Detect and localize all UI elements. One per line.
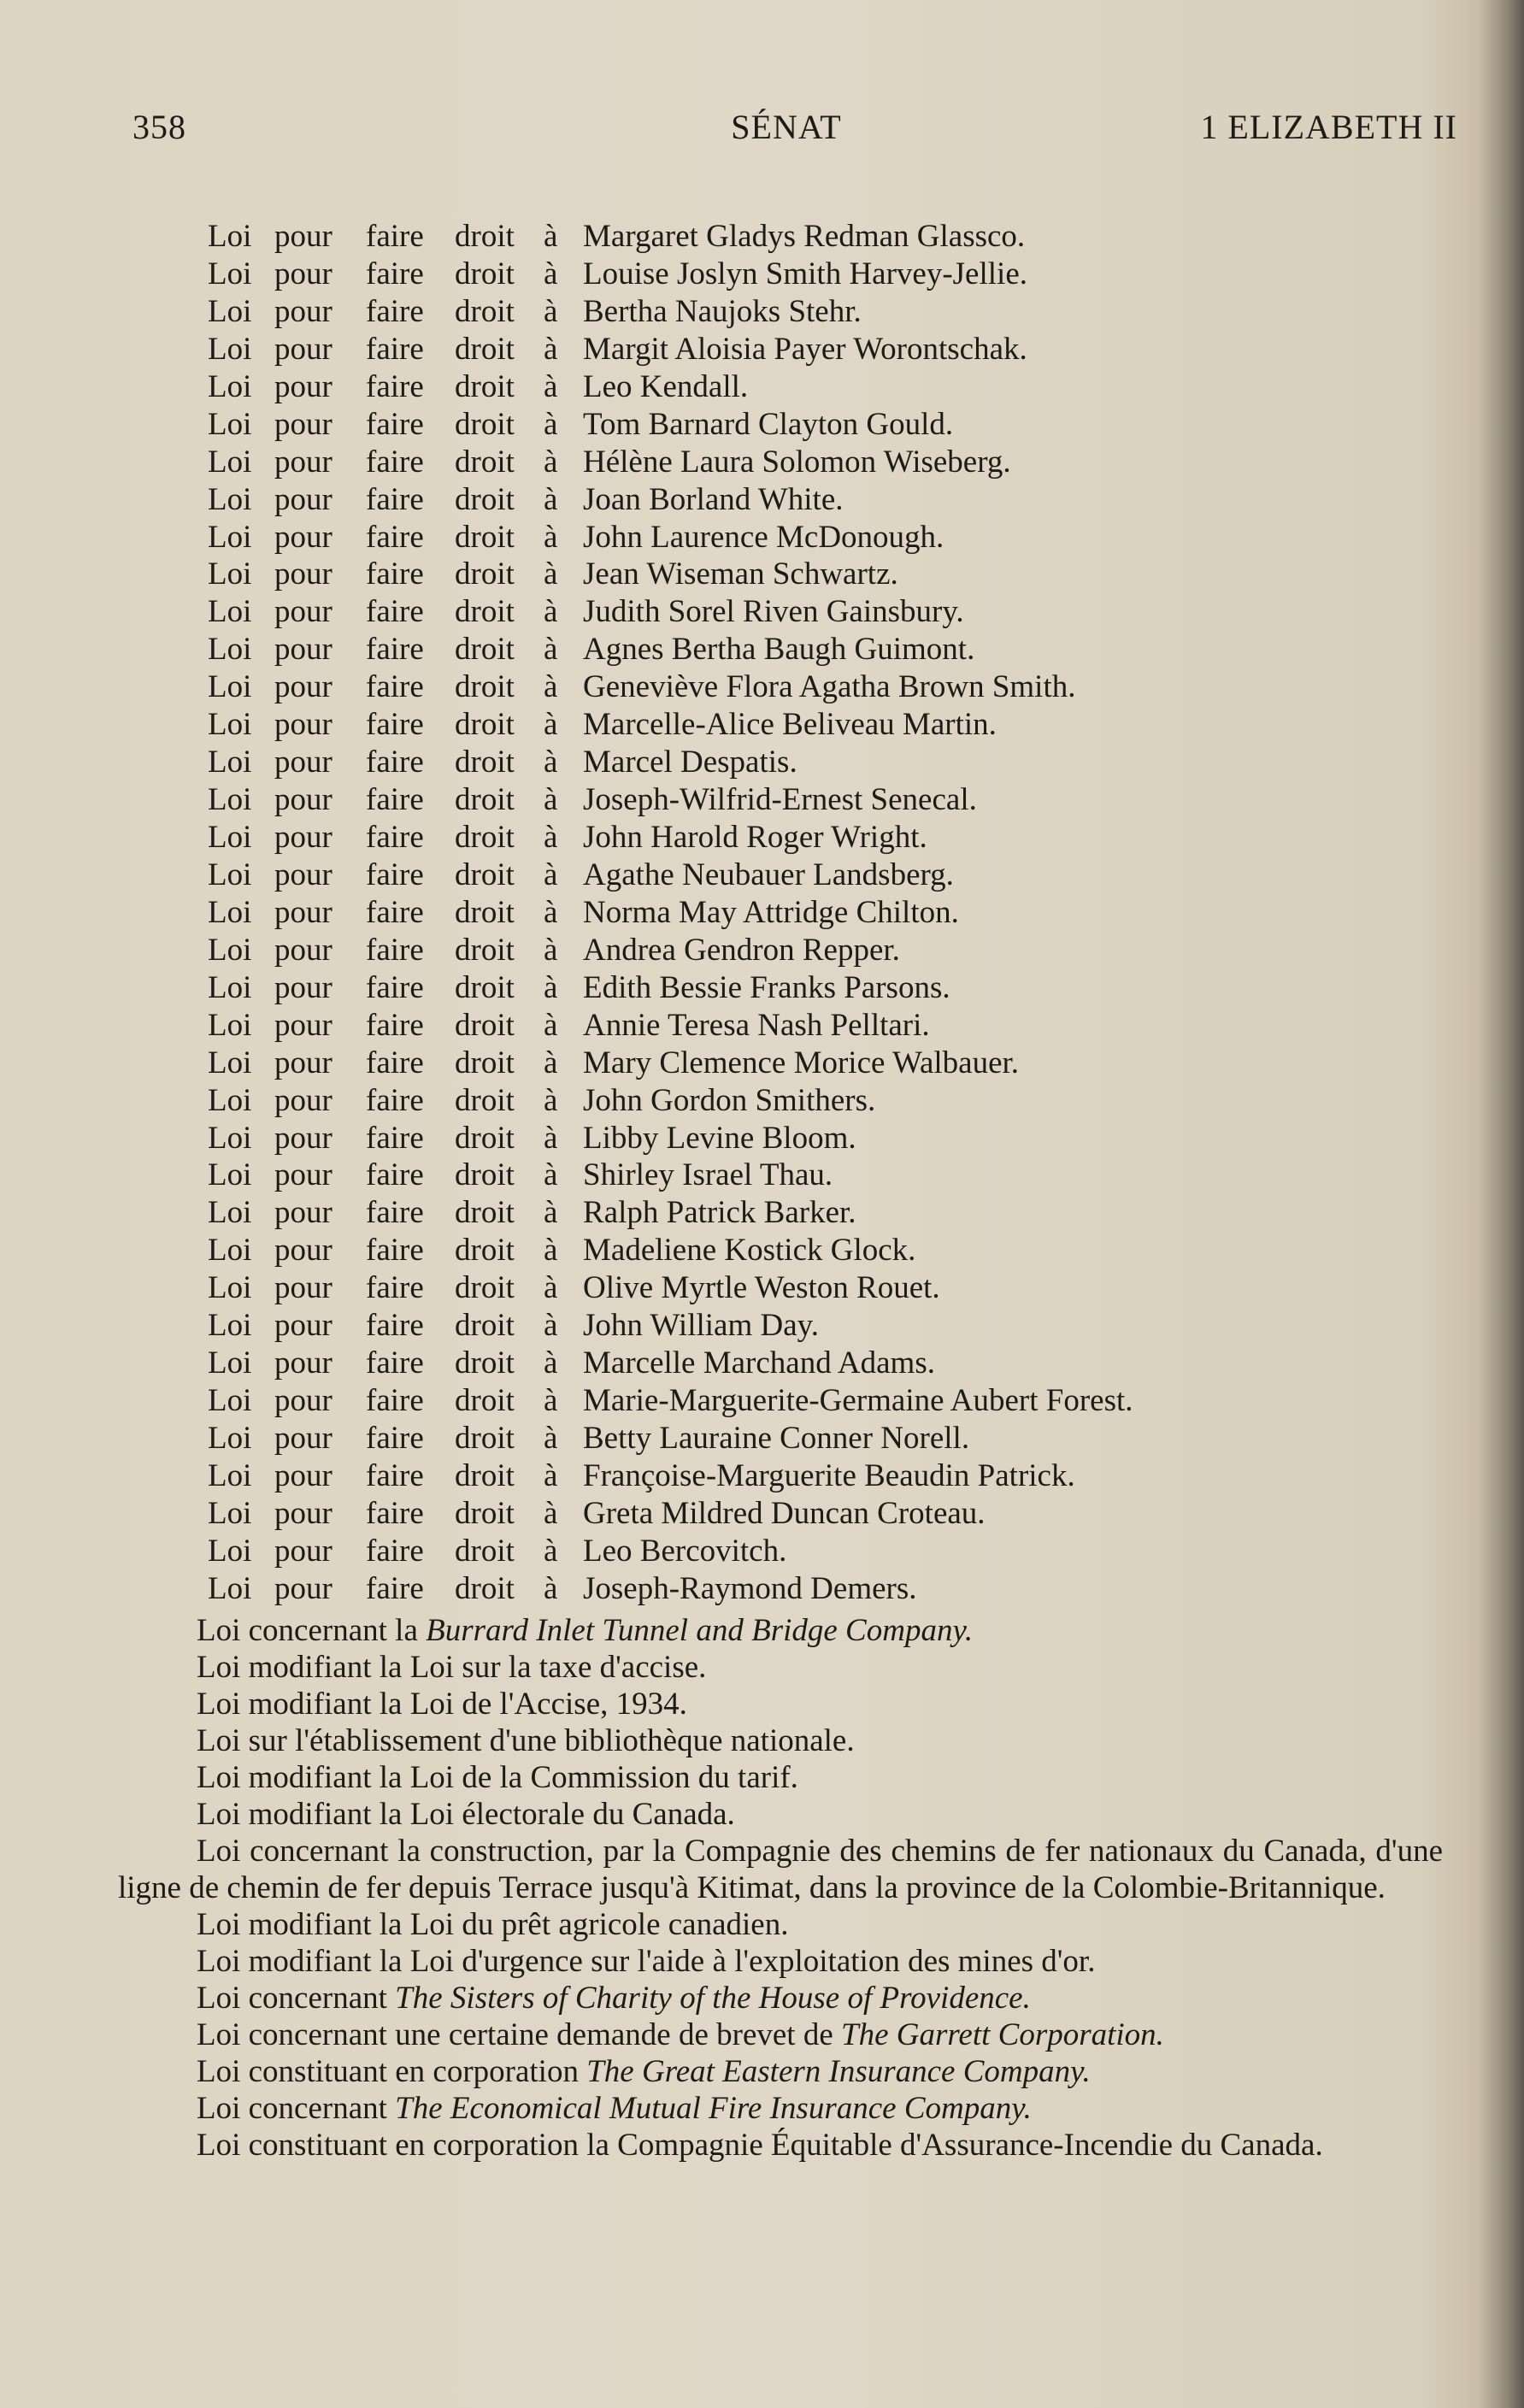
bill-prefix-word: faire [366, 1082, 424, 1118]
bill-prefix-word: Loi [208, 219, 252, 254]
bill-prefix-word: à [544, 331, 558, 367]
petitioner-name: Margaret Gladys Redman Glassco. [583, 219, 1026, 254]
divorce-bill-entry [208, 819, 1133, 857]
divorce-bill-entry [208, 781, 1133, 819]
petitioner-name: John Gordon Smithers. [583, 1082, 876, 1118]
bill-prefix-word: à [544, 594, 558, 630]
petitioner-name: Margit Aloisia Payer Worontschak. [583, 331, 1027, 367]
bill-prefix-word: Loi [208, 519, 252, 555]
bill-prefix-word: Loi [208, 1533, 252, 1569]
bill-prefix-word: droit [455, 894, 515, 930]
bill-prefix-word: à [544, 1157, 558, 1193]
bill-prefix-word: pour [274, 1383, 332, 1419]
running-header [115, 107, 1457, 150]
bill-prefix-word: à [544, 256, 558, 291]
bill-prefix-word: Loi [208, 444, 252, 480]
bill-prefix-word: faire [366, 1270, 424, 1306]
bill-prefix-word: faire [366, 406, 424, 442]
bill-entry: Loi constituant en corporation The Great Eastern Insurance Company. [197, 2054, 1091, 2089]
bill-prefix-word: à [544, 707, 558, 743]
bill-prefix-word: Loi [208, 1570, 252, 1606]
bill-prefix-word: à [544, 1270, 558, 1306]
bill-prefix-word: Loi [208, 669, 252, 705]
bill-prefix-word: droit [455, 1233, 515, 1269]
petitioner-name: Joseph-Raymond Demers. [583, 1570, 917, 1606]
divorce-bill-entry [208, 444, 1133, 481]
divorce-bill-entry [208, 1157, 1133, 1194]
bill-prefix-word: pour [274, 1082, 332, 1118]
bill-prefix-word: Loi [208, 1007, 252, 1043]
petitioner-name: John William Day. [583, 1308, 819, 1344]
divorce-bill-entry [208, 1307, 1133, 1345]
petitioner-name: Jean Wiseman Schwartz. [583, 556, 898, 592]
divorce-bill-entry [208, 1495, 1133, 1533]
bill-prefix-word: à [544, 481, 558, 517]
bill-prefix-word: faire [366, 1457, 424, 1493]
bill-entry: Loi concernant la construction, par la Compagnie des chemins de fer nationaux du Canada, d'une ligne de chemin de fer depuis Terrace jusqu'à Kitimat, dans la province de la Colombie-Britannique. [118, 1834, 1443, 1905]
bill-prefix-word: pour [274, 519, 332, 555]
bill-prefix-word: Loi [208, 1233, 252, 1269]
bill-prefix-word: Loi [208, 820, 252, 855]
bill-entry: Loi concernant la Burrard Inlet Tunnel and Bridge Company. [197, 1613, 974, 1648]
petitioner-name: Ralph Patrick Barker. [583, 1195, 856, 1231]
bill-prefix-word: à [544, 1233, 558, 1269]
bill-prefix-word: droit [455, 745, 515, 780]
bill-prefix-word: droit [455, 632, 515, 668]
petitioner-name: Marie-Marguerite-Germaine Aubert Forest. [583, 1383, 1133, 1419]
petitioner-name: John Harold Roger Wright. [583, 820, 927, 855]
petitioner-name: Agathe Neubauer Landsberg. [583, 857, 954, 892]
petitioner-name: Leo Kendall. [583, 368, 749, 404]
bill-prefix-word: droit [455, 782, 515, 818]
bill-prefix-word: faire [366, 820, 424, 855]
bill-prefix-word: à [544, 894, 558, 930]
divorce-bill-entry [208, 1194, 1133, 1232]
bill-prefix-word: pour [274, 444, 332, 480]
bill-prefix-word: droit [455, 481, 515, 517]
bill-prefix-word: droit [455, 969, 515, 1005]
divorce-bill-entry [208, 1457, 1133, 1495]
bill-prefix-word: à [544, 1421, 558, 1456]
bill-prefix-word: à [544, 969, 558, 1005]
bill-prefix-word: Loi [208, 481, 252, 517]
bill-entry: Loi modifiant la Loi de la Commission du tarif. [197, 1760, 798, 1795]
petitioner-name: Andrea Gendron Repper. [583, 932, 900, 968]
bill-prefix-word: Loi [208, 1082, 252, 1118]
petitioner-name: John Laurence McDonough. [583, 519, 944, 555]
bill-prefix-word: droit [455, 1045, 515, 1080]
divorce-bill-entry [208, 1420, 1133, 1457]
bill-prefix-word: droit [455, 1533, 515, 1569]
divorce-bill-entry [208, 969, 1133, 1007]
bill-prefix-word: droit [455, 256, 515, 291]
bill-prefix-word: faire [366, 519, 424, 555]
bill-prefix-word: pour [274, 556, 332, 592]
bill-prefix-word: droit [455, 594, 515, 630]
bill-prefix-word: à [544, 1082, 558, 1118]
bill-prefix-word: faire [366, 256, 424, 291]
bill-prefix-word: pour [274, 1233, 332, 1269]
bill-prefix-word: Loi [208, 1195, 252, 1231]
bill-prefix-word: à [544, 1308, 558, 1344]
bill-prefix-word: pour [274, 1570, 332, 1606]
bill-prefix-word: faire [366, 368, 424, 404]
bill-prefix-word: pour [274, 481, 332, 517]
petitioner-name: Louise Joslyn Smith Harvey-Jellie. [583, 256, 1027, 291]
divorce-bill-entry [208, 932, 1133, 969]
divorce-bill-entry [208, 706, 1133, 744]
divorce-bill-entry [208, 894, 1133, 932]
bill-prefix-word: faire [366, 293, 424, 329]
petitioner-name: Geneviève Flora Agatha Brown Smith. [583, 669, 1076, 705]
bill-prefix-word: faire [366, 331, 424, 367]
petitioner-name: Marcel Despatis. [583, 745, 797, 780]
page-title: SÉNAT [731, 108, 842, 146]
bill-prefix-word: faire [366, 219, 424, 254]
bill-prefix-word: pour [274, 1195, 332, 1231]
session-label: 1 ELIZABETH II [1200, 108, 1457, 146]
bill-prefix-word: pour [274, 669, 332, 705]
bill-prefix-word: à [544, 1533, 558, 1569]
divorce-bill-entry [208, 331, 1133, 368]
bill-prefix-word: faire [366, 782, 424, 818]
bill-entry: Loi concernant The Economical Mutual Fire Insurance Company. [197, 2091, 1032, 2126]
bill-prefix-word: faire [366, 556, 424, 592]
bill-prefix-word: faire [366, 632, 424, 668]
bill-prefix-word: droit [455, 1157, 515, 1193]
bill-prefix-word: droit [455, 1195, 515, 1231]
bill-prefix-word: faire [366, 1007, 424, 1043]
bill-prefix-word: faire [366, 745, 424, 780]
bill-prefix-word: faire [366, 932, 424, 968]
bill-prefix-word: Loi [208, 707, 252, 743]
bill-prefix-word: droit [455, 406, 515, 442]
bill-prefix-word: faire [366, 1308, 424, 1344]
bill-prefix-word: Loi [208, 1045, 252, 1080]
bill-prefix-word: à [544, 669, 558, 705]
bill-prefix-word: droit [455, 669, 515, 705]
petitioner-name: Bertha Naujoks Stehr. [583, 293, 862, 329]
bill-prefix-word: à [544, 519, 558, 555]
bill-prefix-word: Loi [208, 632, 252, 668]
bill-prefix-word: pour [274, 932, 332, 968]
divorce-bill-entry [208, 857, 1133, 894]
bill-entry: Loi modifiant la Loi de l'Accise, 1934. [197, 1687, 687, 1722]
divorce-bill-entry [208, 668, 1133, 706]
petitioner-name: Judith Sorel Riven Gainsbury. [583, 594, 964, 630]
bill-prefix-word: à [544, 1570, 558, 1606]
divorce-bill-entry [208, 1120, 1133, 1157]
petitioner-name: Hélène Laura Solomon Wiseberg. [583, 444, 1011, 480]
bill-prefix-word: droit [455, 1120, 515, 1156]
petitioner-name: Greta Mildred Duncan Croteau. [583, 1495, 986, 1531]
bill-entry: Loi concernant une certaine demande de brevet de The Garrett Corporation. [197, 2017, 1164, 2052]
bill-prefix-word: droit [455, 519, 515, 555]
bill-prefix-word: droit [455, 368, 515, 404]
bill-prefix-word: droit [455, 1457, 515, 1493]
bill-prefix-word: pour [274, 331, 332, 367]
bill-prefix-word: faire [366, 444, 424, 480]
bill-prefix-word: pour [274, 1308, 332, 1344]
divorce-bill-entry [208, 368, 1133, 406]
bill-prefix-word: à [544, 1495, 558, 1531]
divorce-bill-entry [208, 481, 1133, 519]
bill-prefix-word: faire [366, 1421, 424, 1456]
bill-prefix-word: Loi [208, 1457, 252, 1493]
divorce-bill-entry [208, 256, 1133, 293]
bill-prefix-word: pour [274, 1533, 332, 1569]
bill-prefix-word: pour [274, 594, 332, 630]
bill-entry: Loi modifiant la Loi d'urgence sur l'aide à l'exploitation des mines d'or. [197, 1944, 1096, 1979]
bill-prefix-word: faire [366, 969, 424, 1005]
bill-prefix-word: droit [455, 556, 515, 592]
divorce-bill-entry [208, 218, 1133, 256]
bill-prefix-word: faire [366, 1045, 424, 1080]
bill-prefix-word: à [544, 1457, 558, 1493]
bill-prefix-word: à [544, 219, 558, 254]
divorce-bill-entry [208, 631, 1133, 668]
petitioner-name: Agnes Bertha Baugh Guimont. [583, 632, 975, 668]
bill-prefix-word: à [544, 1383, 558, 1419]
divorce-bill-entry [208, 744, 1133, 781]
petitioner-name: Joan Borland White. [583, 481, 844, 517]
bill-prefix-word: Loi [208, 1270, 252, 1306]
petitioner-name: Betty Lauraine Conner Norell. [583, 1421, 970, 1456]
bill-prefix-word: droit [455, 1383, 515, 1419]
other-bills [118, 1612, 1443, 2164]
bill-prefix-word: à [544, 782, 558, 818]
bill-prefix-word: faire [366, 1570, 424, 1606]
divorce-bill-entry [208, 1232, 1133, 1269]
petitioner-name: Tom Barnard Clayton Gould. [583, 406, 954, 442]
bill-prefix-word: pour [274, 707, 332, 743]
bill-prefix-word: pour [274, 1495, 332, 1531]
divorce-bill-entry [208, 1382, 1133, 1420]
bill-prefix-word: pour [274, 969, 332, 1005]
bill-prefix-word: à [544, 1195, 558, 1231]
bill-prefix-word: pour [274, 782, 332, 818]
bill-prefix-word: pour [274, 857, 332, 892]
divorce-bill-entry [208, 406, 1133, 444]
petitioner-name: Libby Levine Bloom. [583, 1120, 856, 1156]
bill-prefix-word: Loi [208, 969, 252, 1005]
bill-prefix-word: à [544, 368, 558, 404]
bill-prefix-word: pour [274, 406, 332, 442]
bill-prefix-word: pour [274, 745, 332, 780]
petitioner-name: Joseph-Wilfrid-Ernest Senecal. [583, 782, 977, 818]
bill-prefix-word: faire [366, 707, 424, 743]
bill-prefix-word: pour [274, 894, 332, 930]
bill-prefix-word: Loi [208, 406, 252, 442]
bill-prefix-word: Loi [208, 331, 252, 367]
petitioner-name: Marcelle Marchand Adams. [583, 1345, 935, 1381]
bill-prefix-word: droit [455, 820, 515, 855]
bill-prefix-word: Loi [208, 1308, 252, 1344]
bill-prefix-word: pour [274, 256, 332, 291]
bill-prefix-word: faire [366, 1345, 424, 1381]
divorce-bill-entry [208, 1570, 1133, 1608]
bill-prefix-word: droit [455, 1570, 515, 1606]
bill-prefix-word: droit [455, 1308, 515, 1344]
bill-prefix-word: à [544, 857, 558, 892]
bill-prefix-word: droit [455, 1495, 515, 1531]
bill-prefix-word: droit [455, 219, 515, 254]
bill-prefix-word: Loi [208, 1120, 252, 1156]
bill-prefix-word: pour [274, 1007, 332, 1043]
bill-prefix-word: droit [455, 444, 515, 480]
bill-prefix-word: à [544, 932, 558, 968]
divorce-bill-entry [208, 556, 1133, 593]
divorce-bill-entry [208, 593, 1133, 631]
divorce-bill-list [208, 218, 1133, 1608]
bill-prefix-word: droit [455, 932, 515, 968]
petitioner-name: Norma May Attridge Chilton. [583, 894, 959, 930]
bill-prefix-word: droit [455, 1421, 515, 1456]
petitioner-name: Françoise-Marguerite Beaudin Patrick. [583, 1457, 1075, 1493]
bill-prefix-word: faire [366, 669, 424, 705]
bill-prefix-word: Loi [208, 1495, 252, 1531]
divorce-bill-entry [208, 1045, 1133, 1082]
bill-prefix-word: pour [274, 1045, 332, 1080]
bill-prefix-word: faire [366, 894, 424, 930]
bill-prefix-word: à [544, 632, 558, 668]
bill-prefix-word: à [544, 820, 558, 855]
page-number: 358 [132, 108, 186, 146]
bill-entry: Loi modifiant la Loi sur la taxe d'accise. [197, 1650, 707, 1685]
petitioner-name: Annie Teresa Nash Pelltari. [583, 1007, 930, 1043]
bill-prefix-word: droit [455, 1007, 515, 1043]
bill-prefix-word: pour [274, 219, 332, 254]
bill-prefix-word: Loi [208, 745, 252, 780]
bill-prefix-word: pour [274, 1421, 332, 1456]
bill-prefix-word: droit [455, 707, 515, 743]
bill-prefix-word: à [544, 1120, 558, 1156]
petitioner-name: Marcelle-Alice Beliveau Martin. [583, 707, 997, 743]
bill-prefix-word: pour [274, 1157, 332, 1193]
bill-prefix-word: Loi [208, 556, 252, 592]
bill-prefix-word: faire [366, 1533, 424, 1569]
bill-prefix-word: à [544, 406, 558, 442]
bill-prefix-word: faire [366, 594, 424, 630]
bill-prefix-word: Loi [208, 1345, 252, 1381]
bill-prefix-word: à [544, 1345, 558, 1381]
divorce-bill-entry [208, 1007, 1133, 1045]
bill-entry: Loi modifiant la Loi du prêt agricole canadien. [197, 1907, 789, 1942]
bill-prefix-word: droit [455, 1270, 515, 1306]
bill-prefix-word: droit [455, 293, 515, 329]
bill-prefix-word: Loi [208, 932, 252, 968]
bill-prefix-word: Loi [208, 1421, 252, 1456]
bill-prefix-word: droit [455, 1082, 515, 1118]
bill-entry: Loi modifiant la Loi électorale du Canada. [197, 1797, 735, 1832]
petitioner-name: Leo Bercovitch. [583, 1533, 787, 1569]
divorce-bill-entry [208, 1269, 1133, 1307]
bill-prefix-word: faire [366, 1157, 424, 1193]
bill-prefix-word: à [544, 1045, 558, 1080]
bill-prefix-word: faire [366, 1383, 424, 1419]
petitioner-name: Olive Myrtle Weston Rouet. [583, 1270, 940, 1306]
bill-prefix-word: Loi [208, 594, 252, 630]
bill-prefix-word: Loi [208, 782, 252, 818]
bill-prefix-word: Loi [208, 293, 252, 329]
bill-prefix-word: droit [455, 857, 515, 892]
bill-prefix-word: Loi [208, 1157, 252, 1193]
petitioner-name: Edith Bessie Franks Parsons. [583, 969, 950, 1005]
bill-entry: Loi sur l'établissement d'une bibliothèque nationale. [197, 1723, 855, 1758]
bill-prefix-word: pour [274, 1457, 332, 1493]
bill-prefix-word: faire [366, 1233, 424, 1269]
divorce-bill-entry [208, 1082, 1133, 1120]
bill-prefix-word: Loi [208, 256, 252, 291]
bill-prefix-word: pour [274, 632, 332, 668]
bill-prefix-word: faire [366, 481, 424, 517]
divorce-bill-entry [208, 1533, 1133, 1570]
bill-prefix-word: à [544, 556, 558, 592]
petitioner-name: Mary Clemence Morice Walbauer. [583, 1045, 1020, 1080]
bill-prefix-word: Loi [208, 894, 252, 930]
bill-prefix-word: droit [455, 331, 515, 367]
bill-entry: Loi constituant en corporation la Compagnie Équitable d'Assurance-Incendie du Canada. [197, 2128, 1323, 2163]
bill-prefix-word: pour [274, 1120, 332, 1156]
petitioner-name: Shirley Israel Thau. [583, 1157, 833, 1193]
divorce-bill-entry [208, 1345, 1133, 1382]
bill-prefix-word: à [544, 293, 558, 329]
bill-prefix-word: faire [366, 857, 424, 892]
bill-prefix-word: pour [274, 820, 332, 855]
divorce-bill-entry [208, 519, 1133, 556]
bill-prefix-word: Loi [208, 1383, 252, 1419]
bill-prefix-word: pour [274, 293, 332, 329]
bill-prefix-word: pour [274, 1270, 332, 1306]
bill-prefix-word: à [544, 444, 558, 480]
bill-prefix-word: faire [366, 1195, 424, 1231]
bill-prefix-word: faire [366, 1120, 424, 1156]
divorce-bill-entry [208, 293, 1133, 331]
bill-prefix-word: pour [274, 1345, 332, 1381]
bill-prefix-word: faire [366, 1495, 424, 1531]
bill-prefix-word: à [544, 1007, 558, 1043]
bill-entry: Loi concernant The Sisters of Charity of the House of Providence. [197, 1981, 1031, 2016]
bill-prefix-word: à [544, 745, 558, 780]
bill-prefix-word: pour [274, 368, 332, 404]
petitioner-name: Madeliene Kostick Glock. [583, 1233, 916, 1269]
bill-prefix-word: Loi [208, 368, 252, 404]
bill-prefix-word: Loi [208, 857, 252, 892]
bill-prefix-word: droit [455, 1345, 515, 1381]
